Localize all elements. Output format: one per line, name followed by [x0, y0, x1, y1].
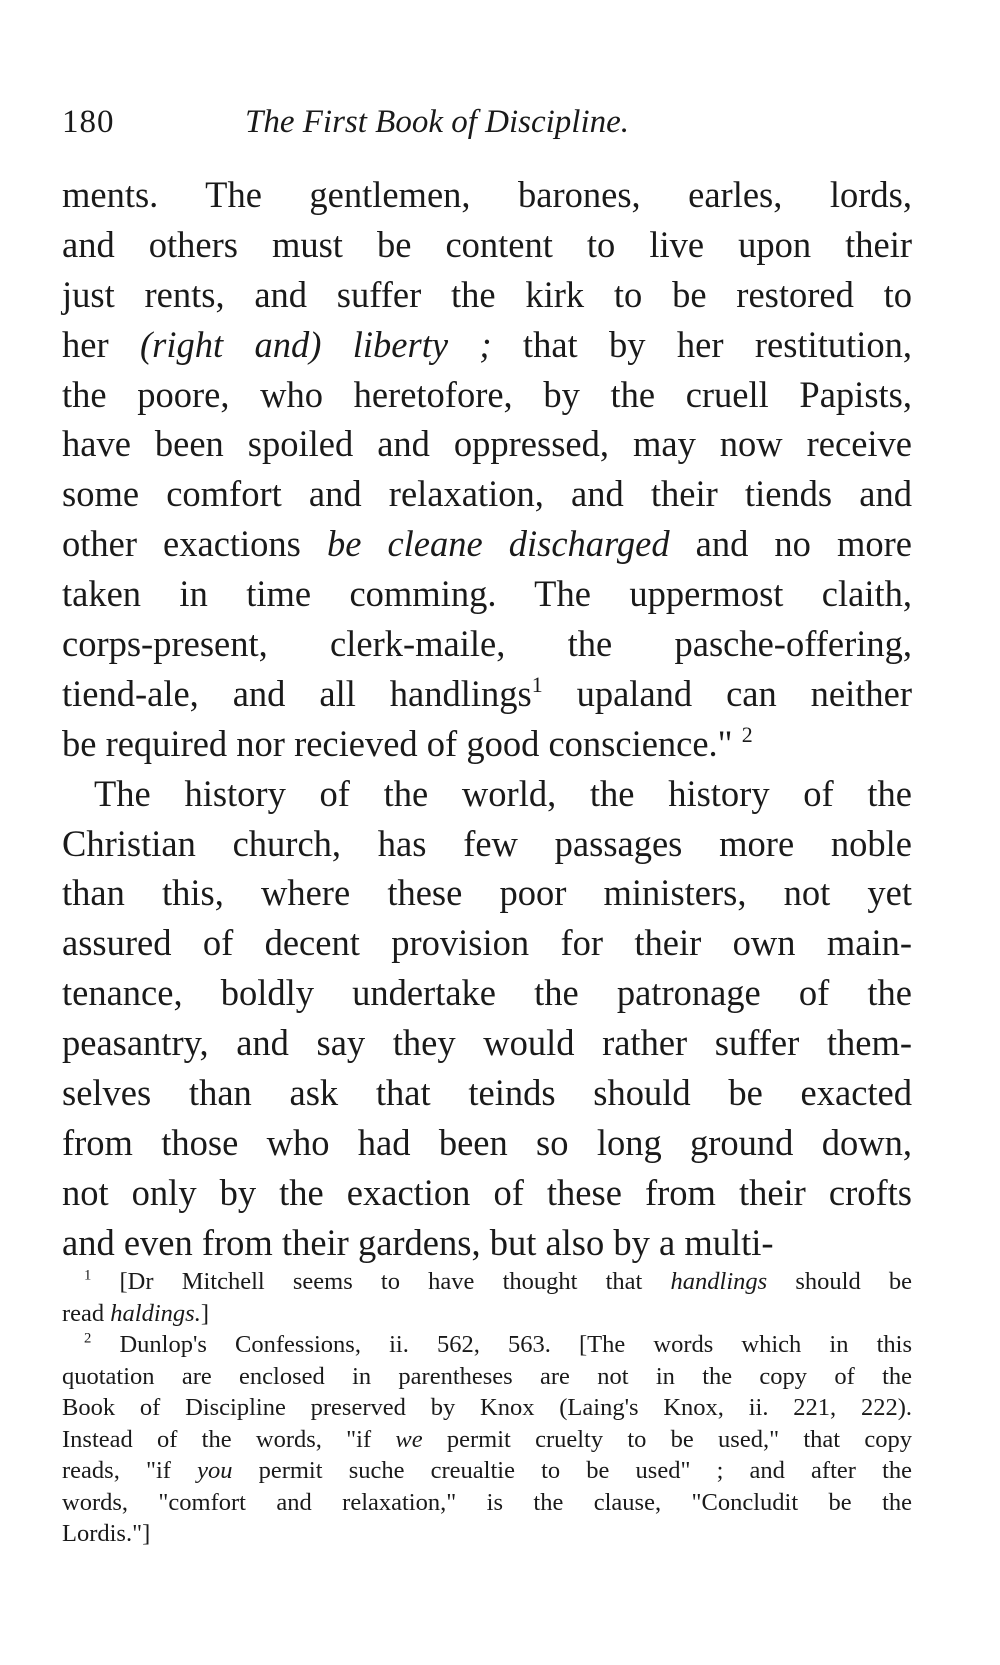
italic-text: you [197, 1457, 233, 1484]
italic-text: haldings. [110, 1299, 201, 1327]
text-line: assured of decent provision for their own main- [62, 922, 912, 964]
italic-text: handlings [670, 1268, 768, 1295]
text-line: have been spoiled and oppressed, may now receive [62, 423, 912, 465]
text-line: be required nor recieved of good conscience." $^2$ [62, 721, 753, 764]
body-text [62, 170, 912, 1268]
footnote-line: Book of Discipline preserved by Knox (Laing's Knox, ii. 221, 222). [62, 1394, 912, 1421]
text-line: and even from their gardens, but also by a multi- [62, 1221, 774, 1263]
footnote-marker: 1 [531, 671, 543, 697]
text-line: peasantry, and say they would rather suffer them- [62, 1022, 912, 1064]
text-line: from those who had been so long ground down, [62, 1121, 912, 1163]
footnote-line: quotation are enclosed in parentheses are not in the copy of the [62, 1362, 912, 1390]
text-line: corps-present, clerk-maile, the pasche-offering, [62, 623, 912, 665]
text-line: than this, where these poor ministers, not yet [62, 872, 912, 914]
footnote-line: $^2$ Dunlop's Confessions, ii. 562, 563. [The words which in this [84, 1330, 912, 1358]
footnote-marker: 1 [84, 1267, 92, 1284]
text-line: The history of the world, the history of the [94, 772, 912, 814]
text-line: Christian church, has few passages more noble [62, 822, 912, 864]
footnote-line: words, "comfort and relaxation," is the clause, "Concludit be the [62, 1488, 912, 1516]
text-line: tenance, boldly undertake the patronage of the [62, 972, 912, 1014]
footnote-line: $^1$ [Dr Mitchell seems to have thought that handlings should be [84, 1267, 912, 1295]
footnote-line: Instead of the words, "if we permit cruelty to be used," that copy [62, 1425, 912, 1453]
text-line: the poore, who heretofore, by the cruell Papists, [62, 373, 912, 415]
text-line: not only by the exaction of these from their crofts [62, 1171, 912, 1213]
footnotes [62, 1266, 912, 1550]
footnote-line: reads, "if you permit suche creualtie to be used" ; and after the [62, 1457, 912, 1484]
footnote-line: Lordis."] [62, 1520, 151, 1547]
text-line: and others must be content to live upon their [62, 223, 912, 265]
italic-text: be cleane discharged [326, 523, 670, 565]
footnote-marker: 2 [84, 1330, 92, 1347]
footnote-marker: 2 [741, 721, 753, 747]
text-line: ments. The gentlemen, barones, earles, lords, [62, 174, 912, 215]
text-line: tiend-ale, and all handlings$^1$ upaland can neither [62, 671, 912, 714]
running-title: The First Book of Discipline. [245, 104, 630, 140]
page-number: 180 [62, 104, 115, 140]
text-line: just rents, and suffer the kirk to be restored to [62, 273, 912, 315]
text-line: her (right and) liberty ; that by her restitution, [62, 323, 912, 365]
text-line: selves than ask that teinds should be exacted [62, 1072, 912, 1114]
text-line: some comfort and relaxation, and their tiends and [62, 473, 912, 515]
footnote-line: read haldings.] [62, 1299, 209, 1327]
italic-text: we [395, 1425, 423, 1453]
page-header [62, 100, 922, 144]
text-line: taken in time comming. The uppermost claith, [62, 573, 912, 615]
italic-text: (right and) liberty ; [139, 323, 492, 365]
text-line: other exactions be cleane discharged and no more [62, 523, 912, 565]
